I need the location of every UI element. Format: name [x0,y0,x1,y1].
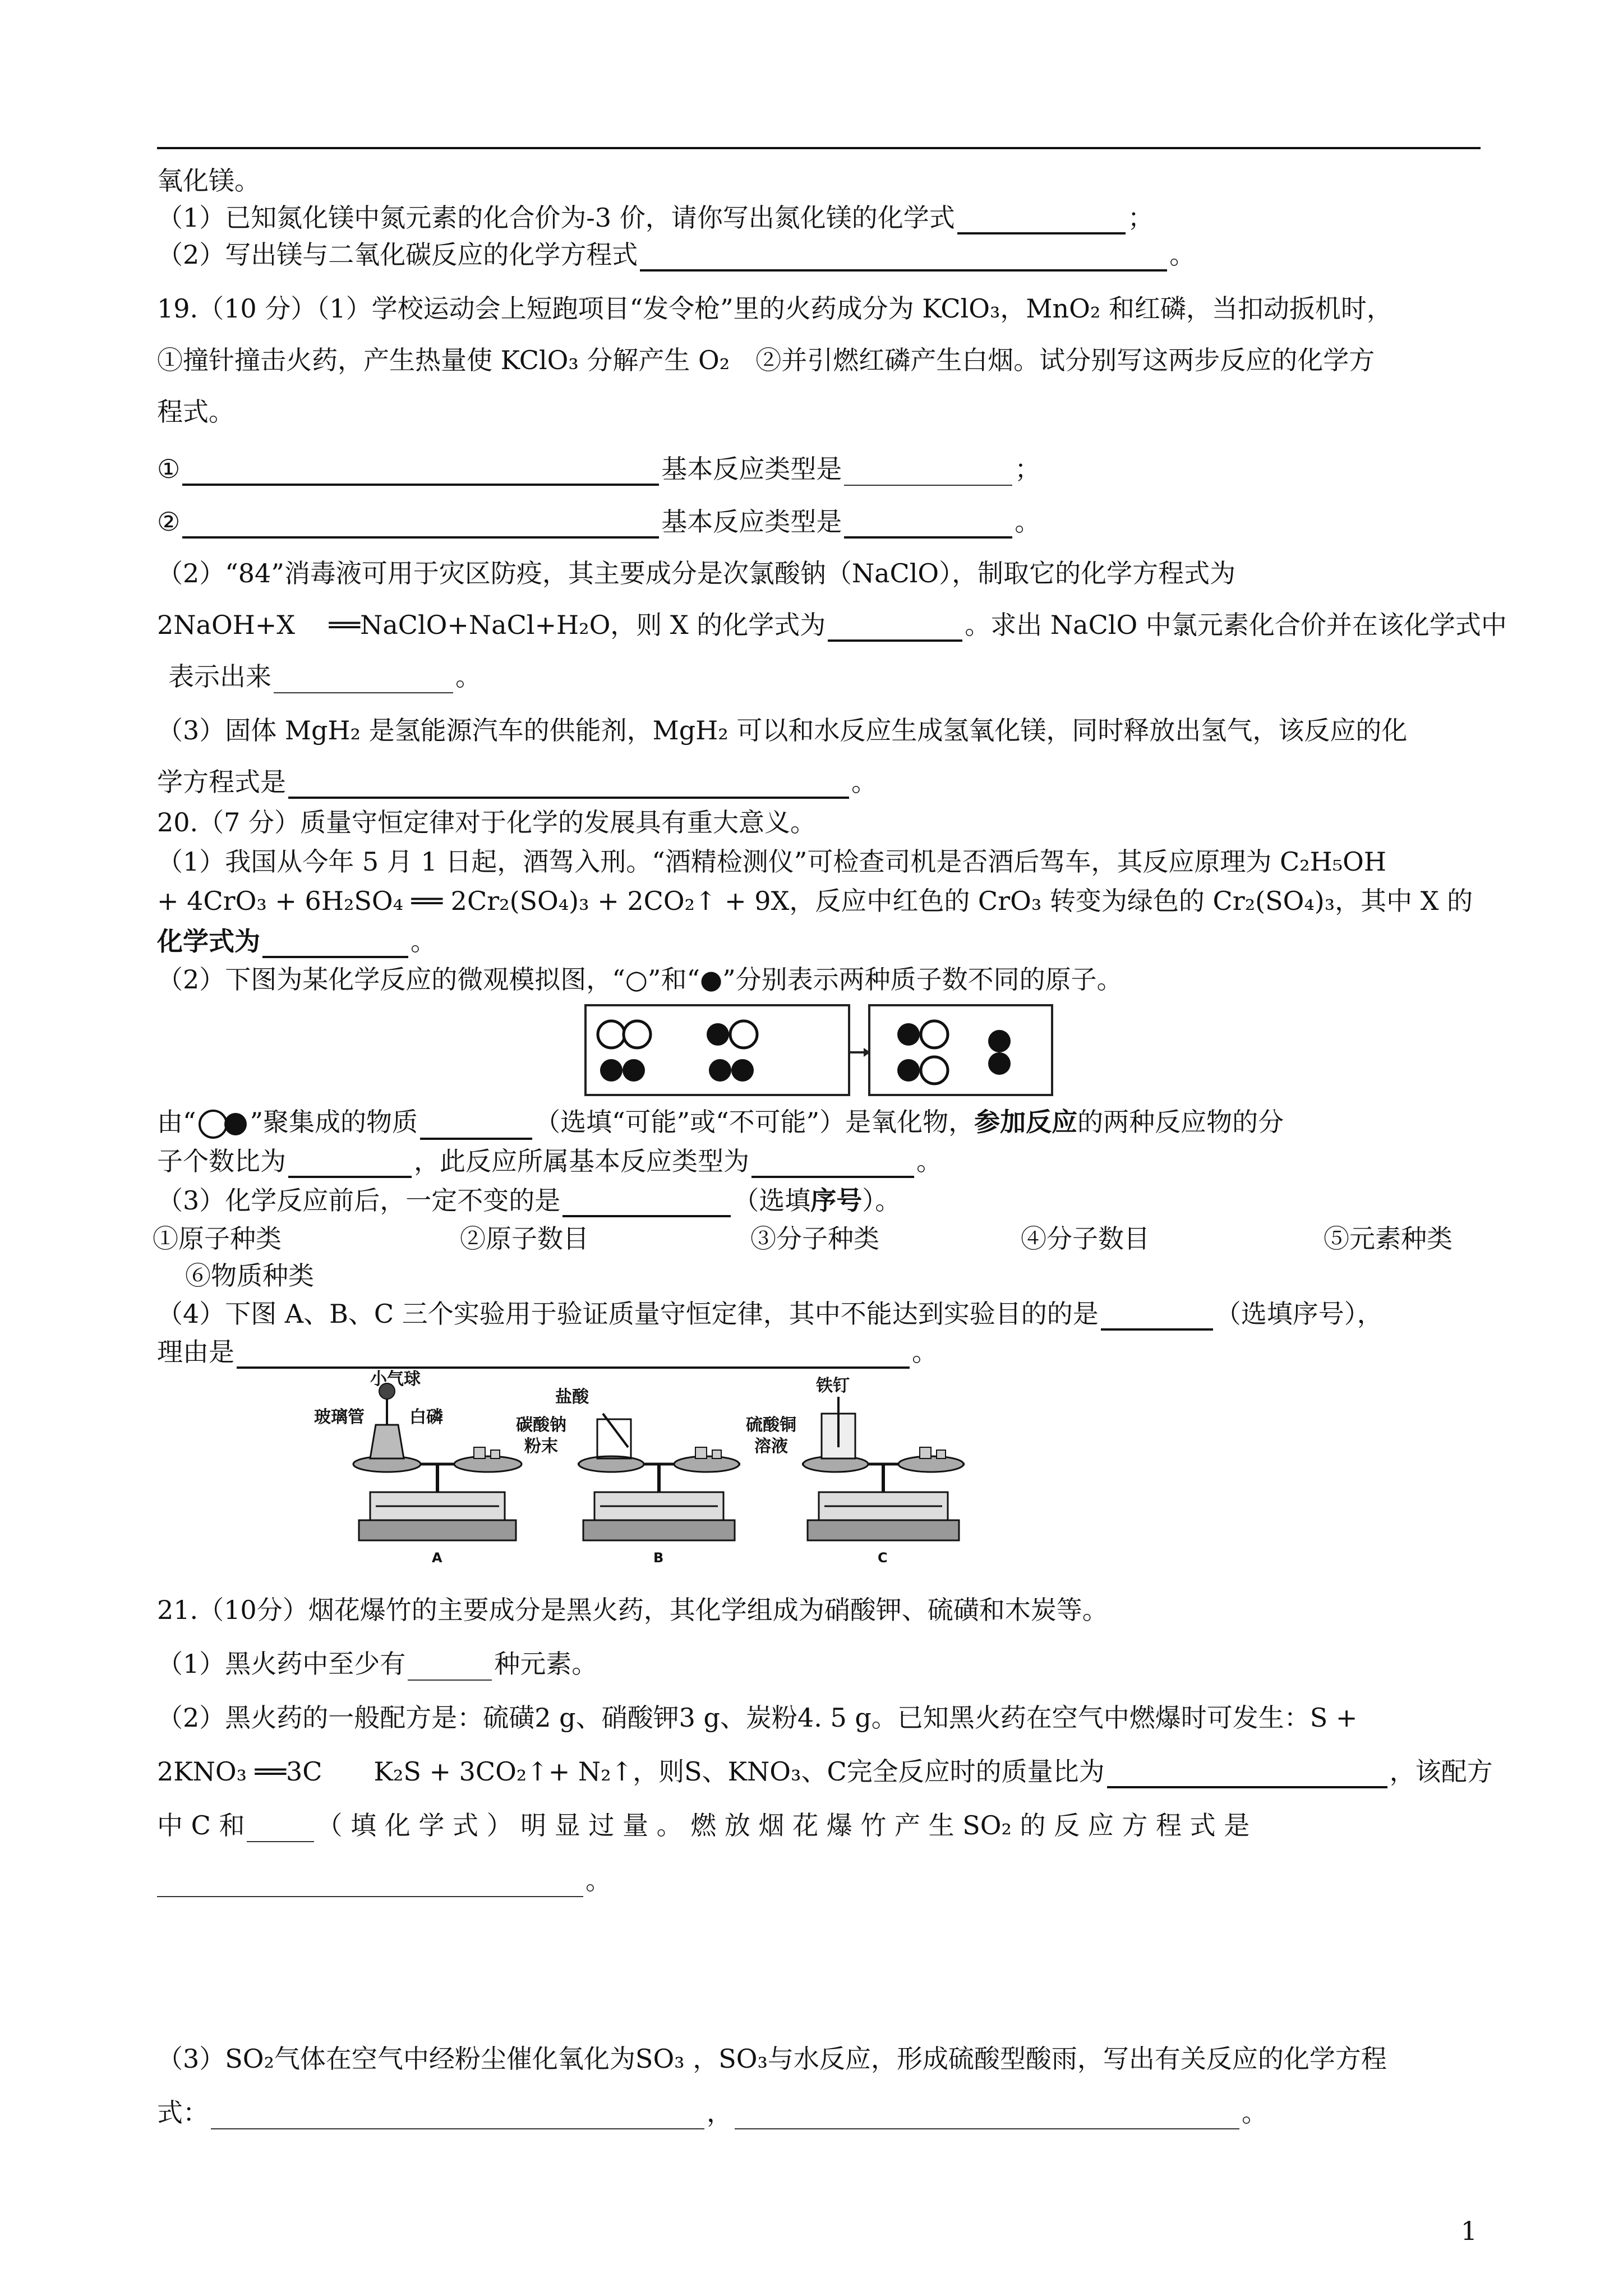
label-glass-tube: 玻璃管 [314,1407,365,1427]
text-line: （2）黑火药的一般配方是：硫磺2 g、硝酸钾3 g、炭粉4. 5 g。已知黑火药在空气中燃爆时可发生：S + [157,1703,1358,1733]
text-line: 2KNO₃ ══3C K₂S + 3CO₂↑+ N₂↑，则S、KNO₃、C完全反应时的质量比为 ，该配方 [157,1755,1493,1788]
label-powder: 粉末 [524,1437,558,1456]
text-line: （3）SO₂气体在空气中经粉尘催化氧化为SO₃ ，SO₃与水反应，形成硫酸型酸雨，写出有关反应的化学方程 [157,2044,1387,2074]
text-line: （1）已知氮化镁中氮元素的化合价为-3 价，请你写出氮化镁的化学式 ； [157,201,1154,234]
page-number: 1 [1460,2216,1477,2246]
answer-blank[interactable] [420,1111,532,1140]
answer-blank[interactable] [751,1149,914,1178]
question-21: 21.（10分）烟花爆竹的主要成分是黑火药，其化学组成为硝酸钾、硫磺和木炭等。 [157,1595,1108,1625]
text-line: 学方程式是 。 [157,765,877,799]
text-line: （2）“84”消毒液可用于灾区防疫，其主要成分是次氯酸钠（NaClO），制取它的化学方程式为 [157,558,1236,588]
label-b: B [653,1550,664,1565]
answer-blank[interactable] [562,1188,731,1217]
answer-blank[interactable] [735,2101,1239,2129]
answer-blank[interactable] [957,205,1126,234]
text-line: （3）固体 MgH₂ 是氢能源汽车的供能剂，MgH₂ 可以和水反应生成氢氧化镁，同时释放出氢气，该反应的化 [157,715,1408,746]
text-line: （2）写出镁与二氧化碳反应的化学方程式 。 [157,238,1195,272]
label-balloon: 小气球 [370,1369,421,1389]
text-line: 由“ ”聚集成的物质 （选填“可能”或“不可能”）是氧化物，参加反应的两种反应物的分 [157,1105,1284,1140]
text-line: 化学式为 。 [157,924,436,958]
label-c: C [878,1550,888,1565]
question-19: 19.（10 分）（1）学校运动会上短跑项目“发令枪”里的火药成分为 KClO₃，MnO₂ 和红磷，当扣动扳机时， [157,293,1393,324]
label-white-phosphorus: 白磷 [409,1407,443,1427]
answer-blank[interactable] [640,242,1167,272]
answer-blank[interactable] [844,509,1012,539]
molecule-icon [196,1108,250,1140]
answer-blank[interactable] [182,457,659,486]
answer-blank[interactable] [1101,1301,1213,1331]
text-line: （2）下图为某化学反应的微观模拟图，“○”和“●”分别表示两种质子数不同的原子。 [157,964,1123,995]
question-20: 20.（7 分）质量守恒定律对于化学的发展具有重大意义。 [157,807,817,838]
text-line: + 4CrO₃ + 6H₂SO₄ ══ 2Cr₂(SO₄)₃ + 2CO₂↑ + 9X，反应中红色的 CrO₃ 转变为绿色的 Cr₂(SO₄)₃，其中 X 的 [157,886,1473,916]
text-line: 子个数比为 ，此反应所属基本反应类型为 。 [157,1144,942,1178]
label-sodium-carbonate: 碳酸钠 [516,1415,566,1435]
answer-blank[interactable] [237,1340,910,1369]
answer-blank[interactable] [288,770,849,799]
balance-a [314,1369,522,1565]
answer-blank[interactable] [1107,1759,1387,1788]
text-line: 程式。 [157,397,234,427]
text-line: ①撞针撞击火药，产生热量使 KClO₃ 分解产生 O₂ ②并引燃红磷产生白烟。试分别写这两步反应的化学方 [157,345,1375,375]
answer-blank[interactable] [844,458,1012,486]
text-line: （1）黑火药中至少有 种元素。 [157,1647,597,1681]
answer-blank[interactable] [211,2101,704,2129]
label-a: A [432,1550,442,1565]
text-line: 中 C 和 （ 填 化 学 式 ） 明 显 过 量 。 燃 放 烟 花 爆 竹 产 生 SO₂ 的 反 应 方 程 式 是 [157,1809,1249,1842]
text-line: （3）化学反应前后，一定不变的是 （选填序号）。 [157,1184,901,1217]
option-item: ①原子种类 [153,1223,282,1254]
option-item: ③分子种类 [750,1223,879,1254]
text-line: 理由是 。 [157,1335,938,1369]
option-item: ②原子数目 [460,1223,589,1254]
text-line: 氧化镁。 [157,165,260,196]
option-item: ⑤元素种类 [1324,1223,1453,1254]
reaction-model-diagram [583,1001,1054,1102]
answer-blank[interactable] [828,613,962,642]
text-line: ① 基本反应类型是 ； [157,452,1040,486]
label-copper-sulfate: 硫酸铜 [746,1415,796,1435]
answer-blank[interactable] [288,1149,412,1178]
option-item: ④分子数目 [1021,1223,1150,1254]
answer-blank[interactable] [262,929,408,958]
text-line: 表示出来 。 [168,660,481,693]
answer-blank[interactable] [182,509,659,539]
answer-blank[interactable] [247,1814,314,1842]
answer-blank[interactable] [157,1869,583,1897]
option-item: ⑥物质种类 [185,1260,314,1291]
label-solution: 溶液 [754,1437,788,1456]
text-line: 2NaOH+X ══NaClO+NaCl+H₂O，则 X 的化学式为 。求出 NaClO 中氯元素化合价并在该化学式中 [157,608,1507,642]
balance-b [516,1387,740,1565]
text-line: （1）我国从今年 5 月 1 日起，酒驾入刑。“酒精检测仪”可检查司机是否酒后驾车，其反应原理为 C₂H₅OH [157,846,1386,877]
text-line: 式： ， 。 [157,2096,1267,2129]
label-hcl: 盐酸 [555,1387,589,1407]
header-rule [157,147,1481,149]
label-iron-nail: 铁钉 [816,1376,850,1396]
balance-c [746,1376,965,1565]
text-line: 。 [157,1864,611,1897]
balance-experiments-figure [314,1369,1009,1565]
text-line: ② 基本反应类型是 。 [157,505,1040,539]
answer-blank[interactable] [274,665,453,693]
answer-blank[interactable] [408,1653,492,1681]
text-line: （4）下图 A、B、C 三个实验用于验证质量守恒定律，其中不能达到实验目的的是 （选填序号）， [157,1297,1383,1331]
